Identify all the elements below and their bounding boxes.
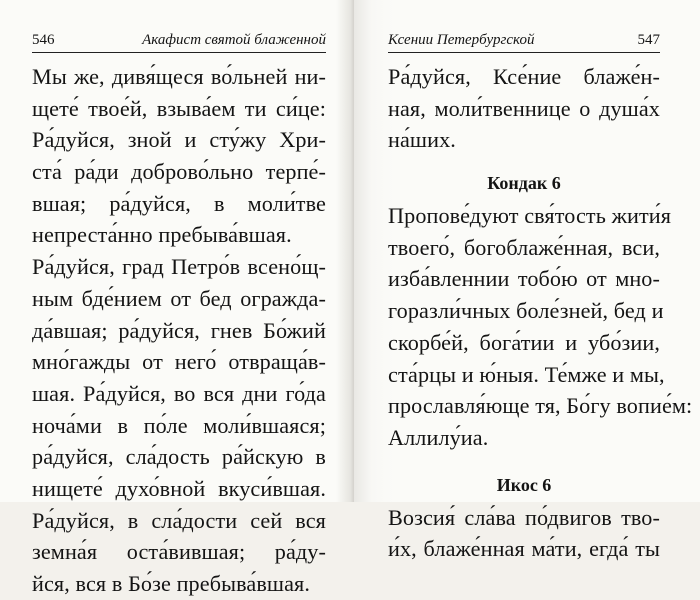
- text-line: изба́вленнии тобо́ю от мно-: [388, 266, 660, 292]
- left-page-header: [32, 28, 326, 53]
- text-line: да́вшая; ра́дуйся, гнев Бо́жий: [32, 317, 326, 343]
- right-page: [354, 0, 700, 562]
- left-page: [0, 0, 352, 596]
- text-line: Ра́дуйся, Ксе́ние блаже́н-: [388, 64, 660, 89]
- text-line: Мы же, дивя́щеся во́льней ни-: [32, 64, 326, 89]
- page-number: 546: [32, 32, 55, 48]
- text-line: Ра́дуйся, в сла́дости сей вся: [32, 507, 326, 533]
- running-title: Акафист святой блаженной: [142, 32, 326, 48]
- text-line: и́х, блаже́нная ма́ти, егда́ ты: [388, 536, 660, 562]
- text-line: прославля́юще тя, Бо́гу вопие́м:: [388, 393, 693, 419]
- text-line: непреста́нно пребыва́вшая.: [32, 222, 292, 248]
- right-page-text: [388, 61, 693, 565]
- text-line: нищете́ духо́вной вкуси́вшая.: [32, 475, 326, 501]
- text-line: горазли́чных боле́зней, бед и: [388, 298, 664, 324]
- text-line: щете́ твое́й, взыва́ем ти си́це:: [32, 95, 326, 121]
- text-line: йся, вся в Бо́зе пребыва́вшая.: [32, 571, 310, 596]
- text-line: скорбе́й, бога́тии и убо́зии,: [388, 329, 660, 355]
- text-line: вшая; ра́дуйся, в моли́тве: [32, 190, 326, 216]
- text-line: Аллилу́иа.: [388, 424, 489, 450]
- text-line: Ра́дуйся, град Петро́в всено́щ-: [32, 254, 326, 280]
- section-heading: Икос 6: [496, 474, 552, 495]
- text-line: ста́ ра́ди доброво́льно терпе́-: [32, 159, 326, 185]
- text-line: твоего́, богоблаже́нная, вси,: [388, 234, 660, 260]
- text-line: Возсия́ сла́ва по́двигов тво-: [388, 504, 660, 530]
- page-number: 547: [637, 32, 660, 48]
- text-line: на́ших.: [388, 127, 456, 153]
- text-line: Ра́дуйся, зной и сту́жу Хри-: [32, 127, 326, 153]
- running-title: Ксении Петербургской: [388, 32, 535, 48]
- text-line: ра́дуйся, сла́дость ра́йскую в: [32, 444, 326, 470]
- text-line: Пропове́дуют свя́тость жити́я: [388, 203, 672, 229]
- text-line: ная, моли́твеннице о душа́х: [388, 95, 660, 121]
- section-heading: Кондак 6: [487, 173, 561, 194]
- text-line: мно́гажды от него́ отвраща́в-: [32, 349, 326, 375]
- text-line: ноча́ми в по́ле моли́вшаяся;: [32, 412, 326, 438]
- text-line: ста́рцы и ю́ныя. Те́мже и мы,: [388, 361, 665, 387]
- text-line: ным бде́нием от бед огражда-: [32, 285, 326, 311]
- left-page-text: [32, 61, 326, 600]
- text-line: шая. Ра́дуйся, во вся дни го́да: [32, 380, 326, 406]
- text-line: земна́я оста́вившая; ра́ду-: [32, 539, 326, 565]
- right-page-header: [388, 28, 660, 53]
